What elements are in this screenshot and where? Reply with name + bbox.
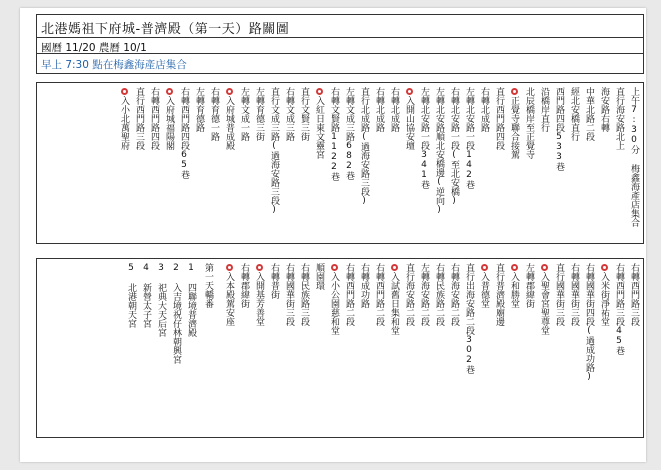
route-step: 左轉北安路一段341巷 — [419, 87, 429, 189]
temple-marker-icon — [226, 264, 233, 271]
route-step: 右轉西門路四段 — [149, 87, 159, 150]
route-step: 直行普濟殿廟邊 — [494, 263, 504, 326]
route-step: 海安路右轉 — [599, 87, 609, 132]
route-step: 右轉育德一路 — [209, 87, 219, 141]
route-step: 右轉國華街四段(過成功路) — [584, 263, 594, 382]
bottom-route-box — [36, 258, 644, 438]
date-row — [37, 37, 643, 54]
notes-item: 4 新營太子宮 — [141, 263, 151, 328]
route-step: 左轉北安路順北安橋邊(逆向) — [434, 87, 444, 215]
route-step: 中華北路二段 — [584, 87, 594, 141]
notes-item: 1 四聯境普濟殿 — [186, 263, 196, 337]
route-step-temple — [597, 263, 609, 326]
route-step-label: 入聖會宮聖尊堂 — [539, 272, 549, 335]
route-step: 直行出海安路二段302巷 — [464, 263, 474, 374]
notes-heading: 第一天轎番 — [203, 263, 213, 308]
route-step: 順園環 — [314, 263, 324, 290]
route-step: 右轉普街 — [269, 263, 279, 299]
route-step-label: 入和勝堂 — [509, 272, 519, 308]
route-step: 右轉北成路 — [389, 87, 399, 132]
date-text: 國曆 11/20 農曆 10/1 — [41, 42, 147, 54]
route-step: 直行海安路二段 — [404, 263, 414, 326]
route-step-temple — [387, 263, 399, 335]
assembly-row — [37, 53, 643, 73]
route-step-label: 入紅日東文靈宮 — [314, 96, 324, 159]
route-step-label: 入米街淨祐堂 — [599, 272, 609, 326]
temple-marker-icon — [511, 264, 518, 271]
temple-marker-icon — [166, 88, 173, 95]
route-step-temple — [252, 263, 264, 326]
assembly-text: 早上 7:30 點在梅鑫海產店集合 — [41, 59, 187, 71]
route-step-label: 入試舊日集和堂 — [389, 272, 399, 335]
route-step: 左轉北安路一段142巷 — [464, 87, 474, 189]
temple-marker-icon — [406, 88, 413, 95]
route-step: 右轉國華街三段 — [284, 263, 294, 326]
route-step-temple — [507, 87, 519, 159]
route-step-label: 入開山協安壇 — [404, 96, 414, 150]
route-step: 右轉西門路二段 — [374, 263, 384, 326]
route-step: 右轉北成路 — [479, 87, 489, 132]
route-step-temple — [507, 263, 519, 308]
route-step: 右轉民族路三段 — [299, 263, 309, 326]
route-step: 西門路四段533巷 — [554, 87, 564, 171]
route-step-label: 入府城普成殿 — [224, 96, 234, 150]
route-step: 右轉海安路二段 — [449, 263, 459, 326]
route-step: 右轉西門路四段65巷 — [179, 87, 189, 179]
temple-marker-icon — [121, 88, 128, 95]
notes-item: 5 北港朝天宮 — [126, 263, 136, 328]
route-step-temple — [222, 263, 234, 326]
route-step-temple — [537, 263, 549, 335]
route-step: 左轉育德三街 — [254, 87, 264, 141]
route-step: 直行文賢三街 — [299, 87, 309, 141]
top-route-box — [36, 82, 644, 244]
temple-marker-icon — [481, 264, 488, 271]
route-step-temple — [222, 87, 234, 150]
route-step: 左轉海安路二段 — [419, 263, 429, 326]
route-step: 右轉文賢路1122巷 — [329, 87, 339, 181]
notes-item: 2 入吉境祝仔林朝興宮 — [171, 263, 181, 364]
route-step: 直行西門路三段 — [134, 87, 144, 150]
route-step: 直行海安路北上 — [614, 87, 624, 150]
route-step: 左轉文成一路 — [239, 87, 249, 141]
notes-item: 3 祀典大天后宮 — [156, 263, 166, 337]
route-step-label: 入普德堂 — [479, 272, 489, 308]
route-step-temple — [327, 263, 339, 335]
route-step-label: 入小北萬聖府 — [119, 96, 129, 150]
route-step: 直行國華街三段 — [554, 263, 564, 326]
route-step-temple — [117, 87, 129, 150]
page-title: 北港媽祖下府城-普濟殿（第一天）路關圖 — [41, 22, 290, 37]
temple-marker-icon — [226, 88, 233, 95]
route-step: 右轉郡緯街 — [239, 263, 249, 308]
route-step-temple — [477, 263, 489, 308]
route-step: 左轉育德路 — [194, 87, 204, 132]
temple-marker-icon — [541, 264, 548, 271]
route-step: 沿橋岸直行 — [539, 87, 549, 132]
route-step: 右轉成功路 — [359, 263, 369, 308]
route-step-label: 正覺寺聯合接駕 — [509, 96, 519, 159]
route-step-label: 入本殿駕安座 — [224, 272, 234, 326]
route-step: 右轉西門路三段45巷 — [614, 263, 624, 355]
route-step-label: 入府城福陽閣 — [164, 96, 174, 150]
route-step: 北辰橋岸至正覺寺 — [524, 87, 534, 159]
route-step: 右轉國華街三段 — [569, 263, 579, 326]
route-step: 直行西門路四段 — [494, 87, 504, 150]
route-step: 右轉西門路三段 — [629, 263, 639, 326]
route-step-temple — [162, 87, 174, 150]
temple-marker-icon — [511, 88, 518, 95]
route-step: 經北安橋直行 — [569, 87, 579, 141]
route-step: 左轉文成三路682巷 — [344, 87, 354, 180]
route-step: 右轉民族路二段 — [434, 263, 444, 326]
route-step: 右轉西門路二段 — [344, 263, 354, 326]
route-step: 右轉文成三路 — [284, 87, 294, 141]
route-step: 直行北成路(過海安路三段) — [359, 87, 369, 206]
temple-marker-icon — [391, 264, 398, 271]
route-step: 直行文成三路(過海安路三段) — [269, 87, 279, 215]
temple-marker-icon — [256, 264, 263, 271]
route-step: 上午7:30分 梅鑫海產店集合 — [629, 87, 639, 227]
route-step: 右轉北成路 — [374, 87, 384, 132]
document-header — [36, 14, 644, 74]
route-step: 右轉北安路一段(至北安橋) — [449, 87, 459, 206]
temple-marker-icon — [316, 88, 323, 95]
temple-marker-icon — [331, 264, 338, 271]
route-step-temple — [312, 87, 324, 159]
temple-marker-icon — [601, 264, 608, 271]
route-step-label: 入小公園慈和堂 — [329, 272, 339, 335]
route-step-temple — [402, 87, 414, 150]
route-step: 左轉郡緯街 — [524, 263, 534, 308]
route-step-label: 入開基芳善堂 — [254, 272, 264, 326]
